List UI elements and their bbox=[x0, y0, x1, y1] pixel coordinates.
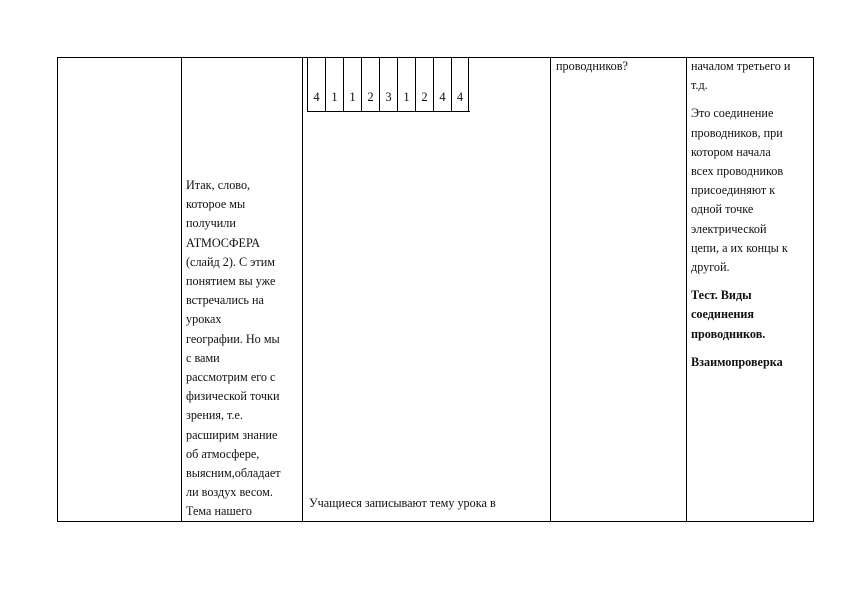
col-border-4 bbox=[686, 57, 687, 522]
col2-line: выясним,обладает bbox=[186, 466, 281, 481]
col2-line: об атмосфере, bbox=[186, 446, 260, 461]
col-border-3 bbox=[550, 57, 551, 522]
col2-line: географии. Но мы bbox=[186, 331, 280, 346]
col-border-0 bbox=[57, 57, 58, 522]
col-border-1 bbox=[181, 57, 182, 522]
col2-line: рассмотрим его с bbox=[186, 370, 276, 385]
number-cell: 2 bbox=[361, 83, 379, 111]
col2-line: уроках bbox=[186, 312, 222, 327]
col2-line: АТМОСФЕРА bbox=[186, 235, 261, 250]
number-cell: 4 bbox=[433, 83, 451, 111]
col5-line: Тест. Виды bbox=[691, 288, 752, 303]
col-border-5 bbox=[813, 57, 814, 522]
col5-line: т.д. bbox=[691, 78, 708, 93]
number-cell: 3 bbox=[379, 83, 397, 111]
col5-line: Взаимопроверка bbox=[691, 354, 783, 369]
number-cell: 4 bbox=[307, 83, 325, 111]
col5-line: другой. bbox=[691, 260, 730, 275]
col2-line: понятием вы уже bbox=[186, 274, 276, 289]
col2-text bbox=[186, 176, 300, 522]
col2-line: (слайд 2). С этим bbox=[186, 254, 275, 269]
col-border-2 bbox=[302, 57, 303, 522]
number-grid-bottom-border bbox=[307, 111, 470, 112]
empty-grid-row bbox=[307, 57, 469, 83]
table-bottom-border bbox=[57, 521, 814, 522]
col5-line: электрической bbox=[691, 221, 767, 236]
col2-line: физической точки bbox=[186, 389, 280, 404]
number-cell: 1 bbox=[397, 83, 415, 111]
col5-line: одной точке bbox=[691, 202, 754, 217]
col5-line: всех проводников bbox=[691, 164, 784, 179]
col5-line: началом третьего и bbox=[691, 59, 791, 73]
number-cell: 1 bbox=[343, 83, 361, 111]
col5-line: Это соединение bbox=[691, 106, 774, 121]
col2-line: Итак, слово, bbox=[186, 178, 251, 192]
col5-line: проводников. bbox=[691, 326, 766, 341]
number-grid-row bbox=[307, 83, 469, 111]
col2-line: зрения, т.е. bbox=[186, 408, 243, 423]
col2-line: которое мы bbox=[186, 197, 246, 212]
col5-line: котором начала bbox=[691, 144, 771, 159]
col5-text bbox=[691, 57, 812, 372]
col2-line: получили bbox=[186, 216, 236, 231]
col2-line: расширим знание bbox=[186, 427, 278, 442]
number-cell: 4 bbox=[451, 83, 469, 111]
col2-line: с вами bbox=[186, 350, 220, 365]
col5-line: соединения bbox=[691, 307, 755, 322]
col5-line: проводников, при bbox=[691, 125, 783, 140]
number-cell: 1 bbox=[325, 83, 343, 111]
col4-text: проводников? bbox=[556, 59, 628, 73]
col3-bottom-text: Учащиеся записывают тему урока в bbox=[309, 496, 496, 510]
col2-line: встречались на bbox=[186, 293, 264, 308]
col5-line: присоединяют к bbox=[691, 183, 776, 198]
number-cell: 2 bbox=[415, 83, 433, 111]
col2-line: Тема нашего bbox=[186, 504, 252, 519]
col2-line: ли воздух весом. bbox=[186, 485, 273, 500]
col5-line: цепи, а их концы к bbox=[691, 240, 788, 255]
